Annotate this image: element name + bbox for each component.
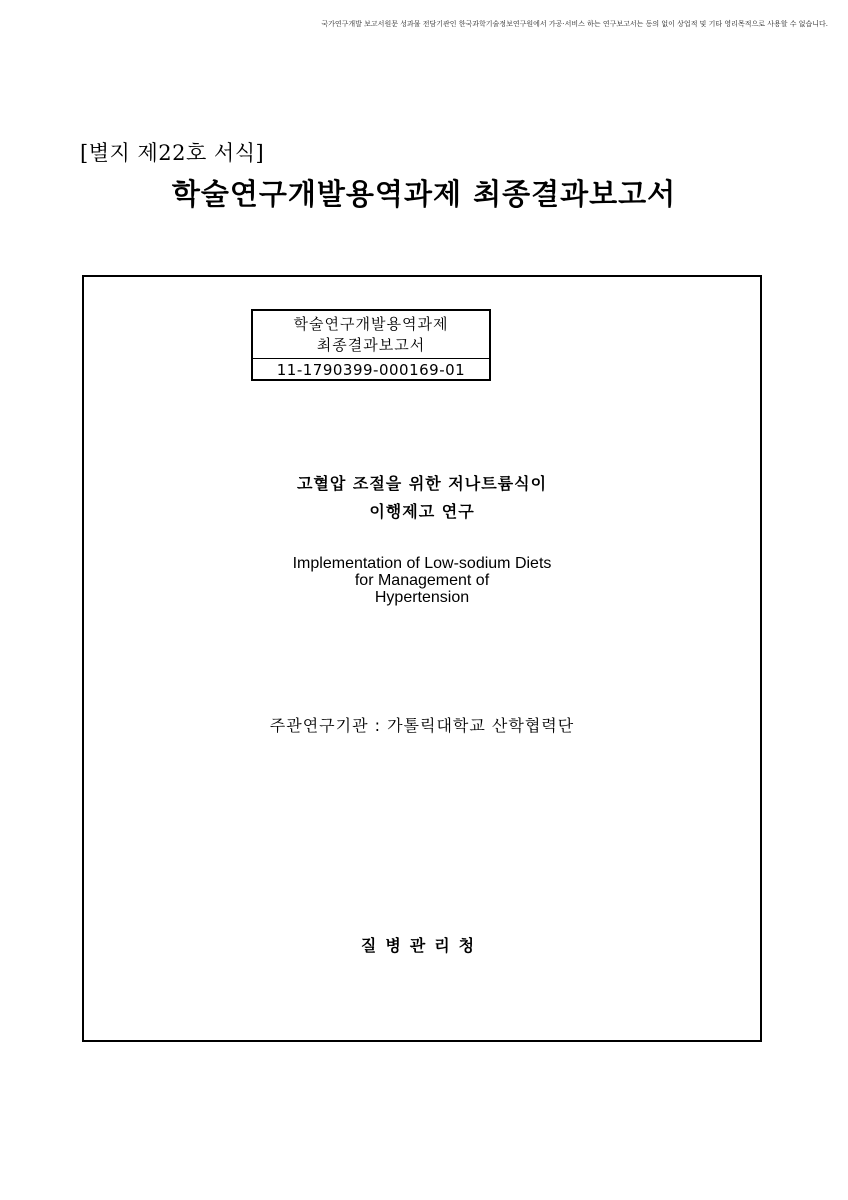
cover-frame — [82, 275, 762, 1042]
agency-name: 질병관리청 — [360, 936, 484, 955]
report-type-cell — [253, 311, 489, 359]
copyright-notice: 국가연구개발 보고서원문 성과물 전담기관인 한국과학기술정보연구원에서 가공·서비스 하는 연구보고서는 동의 없이 상업적 및 기타 영리목적으로 사용할 수 없습니다. — [321, 20, 828, 28]
report-type-line1: 학술연구개발용역과제 — [293, 314, 449, 333]
report-id-box — [251, 309, 491, 381]
korean-title-line1: 고혈압 조절을 위한 저나트륨식이 — [296, 474, 548, 493]
lead-institution: 주관연구기관 : 가톨릭대학교 산학협력단 — [269, 716, 575, 735]
english-title-line2: for Management of — [354, 572, 490, 589]
report-number: 11-1790399-000169-01 — [276, 361, 466, 379]
form-label: [별지 제22호 서식] — [80, 141, 265, 165]
korean-title-line2: 이행제고 연구 — [369, 502, 475, 521]
document-title: 학술연구개발용역과제 최종결과보고서 — [171, 177, 677, 211]
english-title-line3: Hypertension — [374, 589, 470, 606]
report-type-line2: 최종결과보고서 — [316, 335, 426, 354]
english-title-line1: Implementation of Low-sodium Diets — [292, 555, 552, 572]
english-title — [84, 555, 760, 606]
